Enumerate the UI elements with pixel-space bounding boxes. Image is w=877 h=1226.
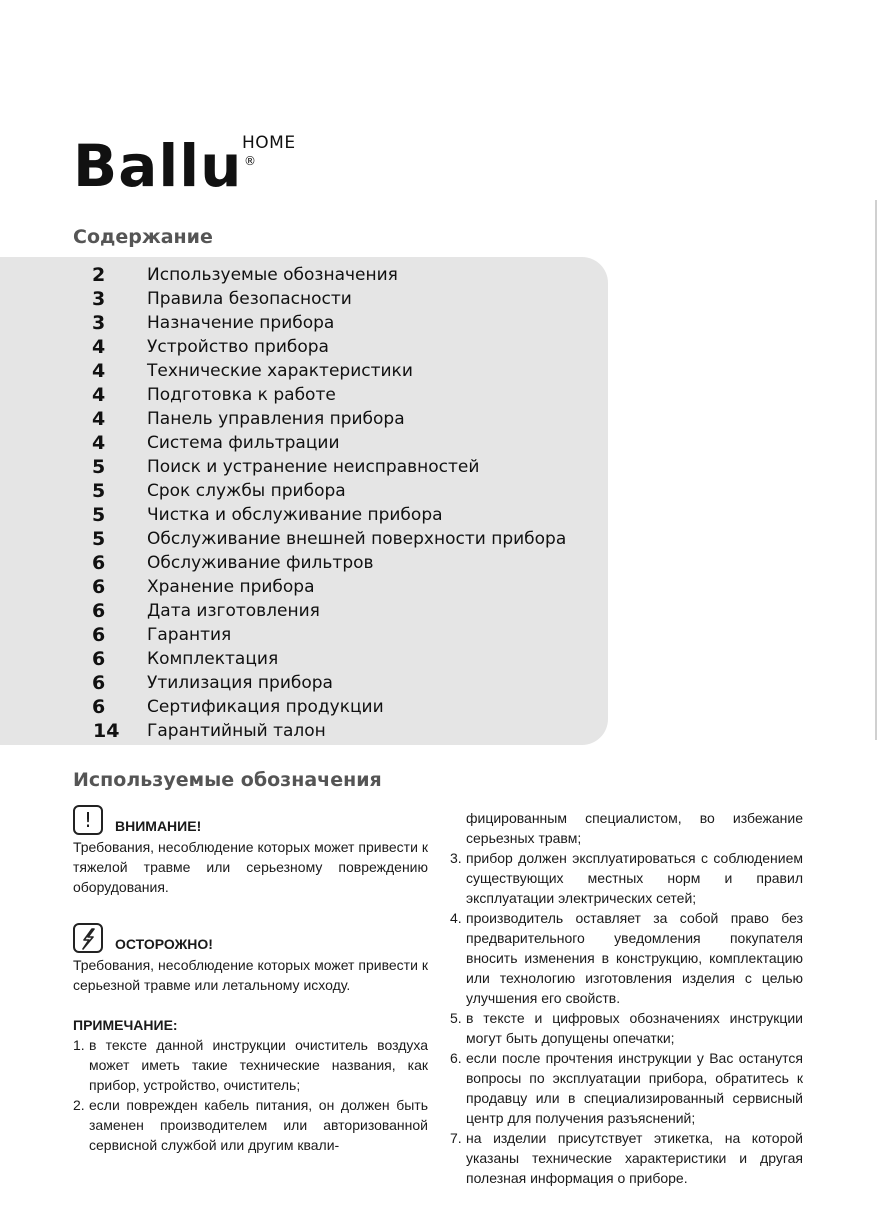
toc-page: 3: [92, 288, 106, 310]
brand-name: Ballu: [73, 132, 243, 200]
note-heading: ПРИМЕЧАНИЕ:: [73, 1017, 178, 1033]
brand-logo: [73, 128, 296, 200]
list-item: [450, 1048, 803, 1128]
toc-item-title: Дата изготовления: [147, 601, 320, 621]
toc-title: Содержание: [73, 226, 213, 248]
toc-page: 5: [92, 504, 106, 526]
toc-item-title: Срок службы прибора: [147, 481, 346, 501]
toc-item[interactable]: [0, 647, 620, 671]
list-number: 3.: [450, 850, 462, 866]
toc-page: 5: [92, 528, 106, 550]
list-text: если после прочтения инструкции у Вас останутся вопросы по эксплуатации прибора, обратитесь к продавцу или в специализированный сервисный центр для получения разъяснений;: [466, 1050, 803, 1126]
note-list-left: [73, 1035, 428, 1155]
list-text: на изделии присутствует этикетка, на которой указаны технические характеристики и другая полезная информация о приборе.: [466, 1130, 803, 1186]
list-text: в тексте данной инструкции очиститель воздуха может иметь такие технические названия, как прибор, устройство, очиститель;: [89, 1037, 428, 1093]
toc-item[interactable]: [0, 311, 620, 335]
exclamation-icon: [73, 805, 103, 835]
toc-page: 6: [92, 576, 106, 598]
toc-item[interactable]: [0, 719, 620, 743]
toc-item-title: Подготовка к работе: [147, 385, 336, 405]
toc-page: 4: [92, 360, 106, 382]
caution-text: Требования, несоблюдение которых может привести к серьезной травме или летальному исходу.: [73, 957, 428, 993]
toc-page: 6: [92, 696, 106, 718]
list-item: [450, 1008, 803, 1048]
list-number: 5.: [450, 1010, 462, 1026]
list-number: 6.: [450, 1050, 462, 1066]
registered-mark: ®: [244, 154, 256, 168]
list-text: если поврежден кабель питания, он должен быть заменен производителем или авторизованной сервисной службой или другим квали-: [89, 1097, 428, 1153]
toc-item[interactable]: [0, 287, 620, 311]
toc-item-title: Устройство прибора: [147, 337, 329, 357]
list-item: [450, 908, 803, 1008]
toc-item[interactable]: [0, 479, 620, 503]
toc-item[interactable]: [0, 431, 620, 455]
brand-sub: HOME: [242, 133, 296, 153]
list-text: в тексте и цифровых обозначениях инструкции могут быть допущены опечатки;: [466, 1010, 803, 1046]
toc-item[interactable]: [0, 383, 620, 407]
toc-item-title: Гарантийный талон: [147, 721, 326, 741]
toc-page: 5: [92, 456, 106, 478]
toc-item[interactable]: [0, 407, 620, 431]
warning-block: [73, 805, 428, 897]
toc-page: 6: [92, 624, 106, 646]
toc-item[interactable]: [0, 503, 620, 527]
toc-item[interactable]: [0, 623, 620, 647]
toc-item-title: Обслуживание фильтров: [147, 553, 374, 573]
toc-item-title: Обслуживание внешней поверхности прибора: [147, 529, 567, 549]
toc-item[interactable]: [0, 671, 620, 695]
toc-item[interactable]: [0, 359, 620, 383]
toc-item-title: Правила безопасности: [147, 289, 352, 309]
list-number: 1.: [73, 1037, 85, 1053]
toc-page: 6: [92, 648, 106, 670]
toc-page: 4: [92, 336, 106, 358]
lightning-icon: [73, 923, 103, 953]
toc-item[interactable]: [0, 695, 620, 719]
toc-item[interactable]: [0, 575, 620, 599]
toc-item-title: Технические характеристики: [147, 361, 413, 381]
toc-item[interactable]: [0, 527, 620, 551]
toc-page: 2: [92, 264, 106, 286]
toc-item-title: Комплектация: [147, 649, 279, 669]
list-item: [73, 1035, 428, 1095]
toc-page: 6: [92, 600, 106, 622]
toc-item[interactable]: [0, 263, 620, 287]
symbols-right-column: [450, 808, 803, 1188]
list-item: [450, 1128, 803, 1188]
toc-page: 6: [92, 672, 106, 694]
toc-item[interactable]: [0, 599, 620, 623]
symbols-title: Используемые обозначения: [73, 769, 382, 791]
caution-heading: ОСТОРОЖНО!: [115, 936, 213, 952]
toc-list: [0, 263, 620, 743]
toc-item-title: Используемые обозначения: [147, 265, 398, 285]
list-number: 4.: [450, 910, 462, 926]
toc-item-title: Гарантия: [147, 625, 232, 645]
toc-item-title: Чистка и обслуживание прибора: [147, 505, 443, 525]
toc-page: 4: [92, 432, 106, 454]
toc-item[interactable]: [0, 551, 620, 575]
toc-page: 4: [92, 384, 106, 406]
toc-item-title: Поиск и устранение неисправностей: [147, 457, 480, 477]
toc-item-title: Хранение прибора: [147, 577, 315, 597]
toc-item[interactable]: [0, 335, 620, 359]
list-number: 2.: [73, 1097, 85, 1113]
note-block: [73, 1015, 428, 1155]
toc-page: 3: [92, 312, 106, 334]
warning-heading: ВНИМАНИЕ!: [115, 818, 202, 834]
toc-page: 6: [92, 552, 106, 574]
toc-page: 14: [93, 720, 120, 742]
list-text: производитель оставляет за собой право без предварительного уведомления покупателя вносить изменения в конструкцию, комплектацию или технологию изготовления изделия с целью улучшения его свойств.: [466, 910, 803, 1006]
toc-page: 5: [92, 480, 106, 502]
toc-item[interactable]: [0, 455, 620, 479]
symbols-left-column: [73, 805, 428, 1155]
caution-block: [73, 923, 428, 995]
toc-item-title: Назначение прибора: [147, 313, 335, 333]
toc-page: 4: [92, 408, 106, 430]
toc-item-title: Утилизация прибора: [147, 673, 333, 693]
warning-text: Требования, несоблюдение которых может привести к тяжелой травме или серьезному повреждению оборудования.: [73, 839, 428, 895]
list-item: [73, 1095, 428, 1155]
note-item-2-continued: фицированным специалистом, во избежание серьезных травм;: [466, 810, 803, 846]
note-list-right: [450, 848, 803, 1188]
list-item: [450, 848, 803, 908]
list-number: 7.: [450, 1130, 462, 1146]
toc-item-title: Система фильтрации: [147, 433, 340, 453]
list-text: прибор должен эксплуатироваться с соблюдением существующих местных норм и правил эксплуатации электрических сетей;: [466, 850, 803, 906]
toc-item-title: Панель управления прибора: [147, 409, 405, 429]
toc-item-title: Сертификация продукции: [147, 697, 384, 717]
